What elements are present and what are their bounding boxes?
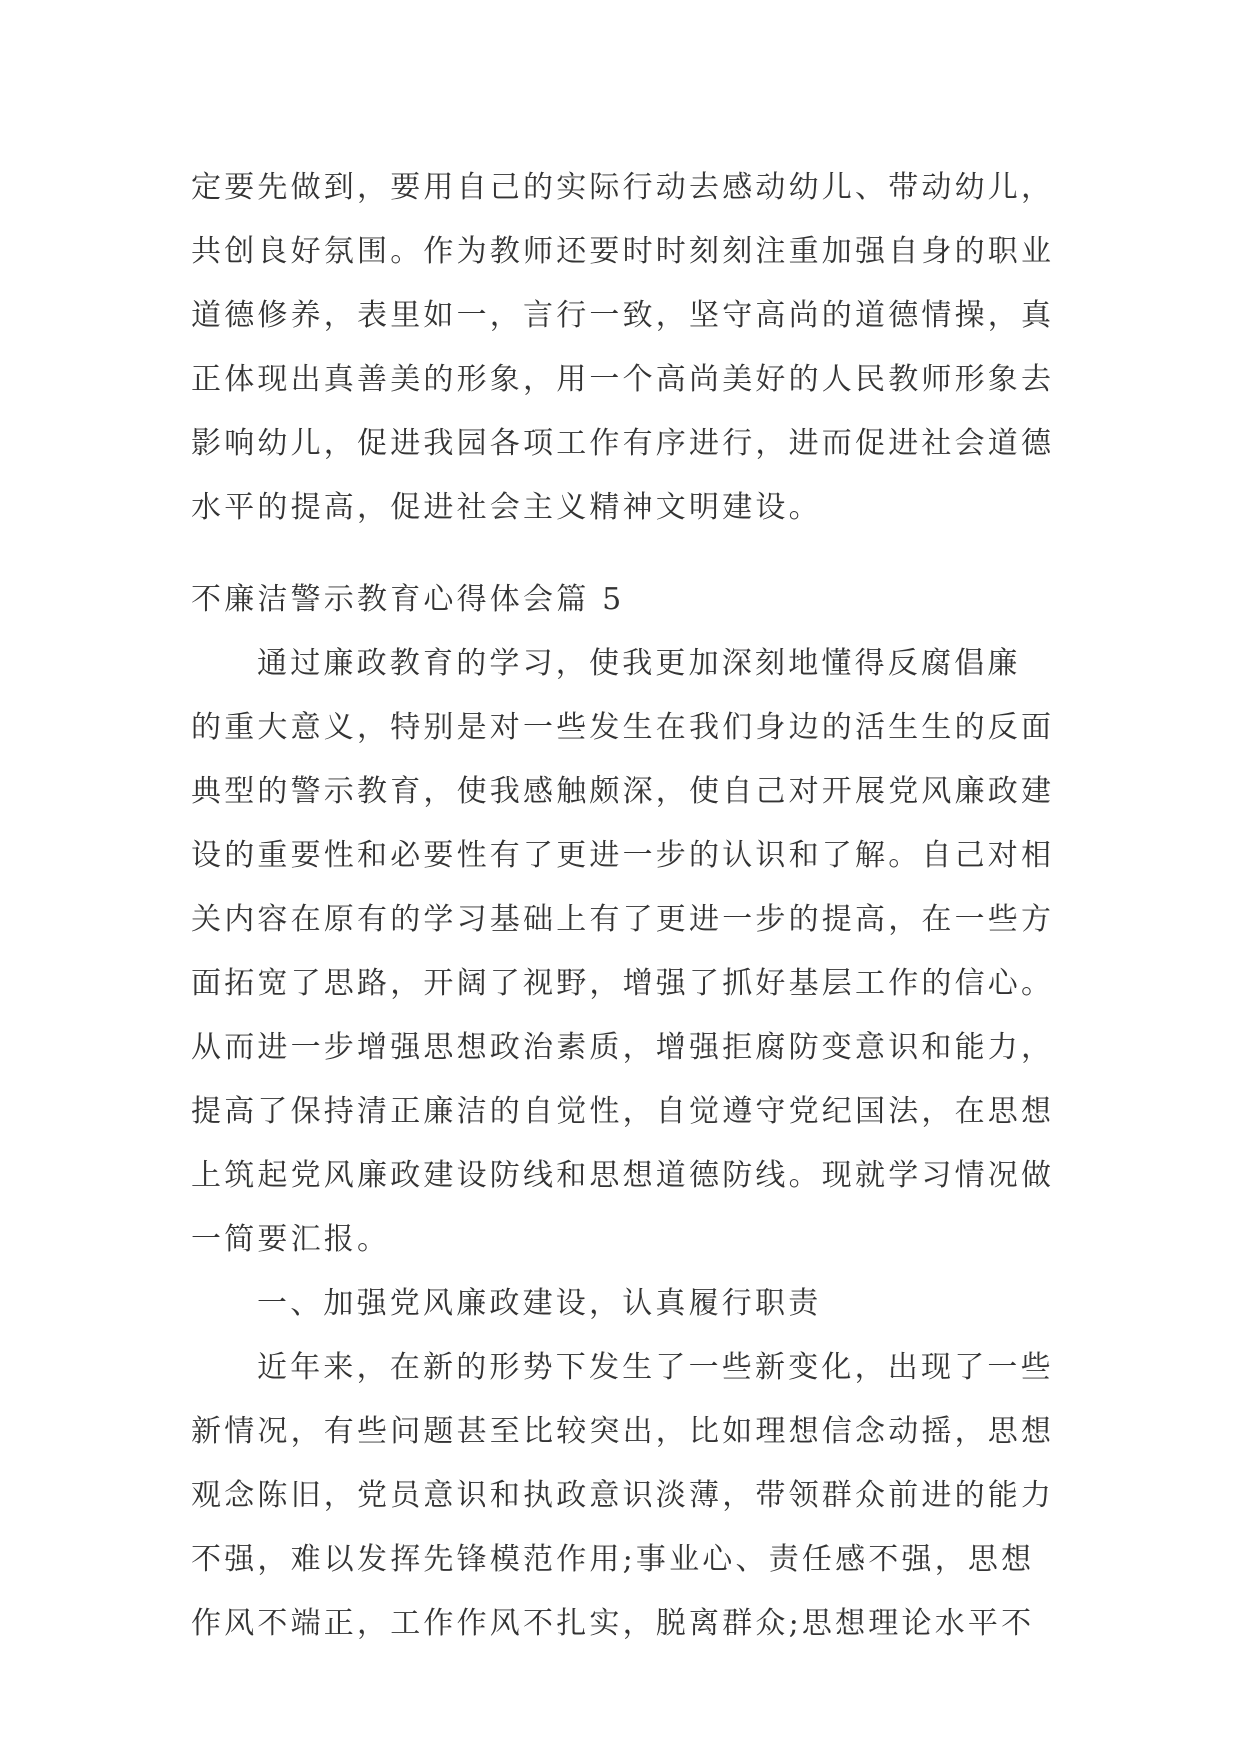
text-line: 的重大意义，特别是对一些发生在我们身边的活生生的反面 — [191, 710, 1055, 745]
text-line: 关内容在原有的学习基础上有了更进一步的提高，在一些方 — [191, 902, 1055, 937]
text-line: 新情况，有些问题甚至比较突出，比如理想信念动摇，思想 — [191, 1414, 1055, 1449]
text-line: 面拓宽了思路，开阔了视野，增强了抓好基层工作的信心。 — [191, 966, 1055, 1001]
text-line: 影响幼儿，促进我园各项工作有序进行，进而促进社会道德 — [191, 426, 1055, 461]
text-line: 道德修养，表里如一，言行一致，坚守高尚的道德情操，真 — [191, 298, 1055, 333]
text-line: 上筑起党风廉政建设防线和思想道德防线。现就学习情况做 — [191, 1158, 1055, 1193]
text-line: 作风不端正，工作作风不扎实，脱离群众;思想理论水平不 — [191, 1606, 1035, 1641]
text-line: 近年来，在新的形势下发生了一些新变化，出现了一些 — [257, 1350, 1054, 1385]
continuation-paragraph — [191, 156, 1055, 540]
text-line: 设的重要性和必要性有了更进一步的认识和了解。自己对相 — [191, 838, 1055, 873]
subheading: 一、加强党风廉政建设，认真履行职责 — [257, 1286, 822, 1321]
section-body — [191, 568, 1055, 1656]
text-line: 一简要汇报。 — [191, 1222, 391, 1257]
section-title: 不廉洁警示教育心得体会篇 5 — [191, 582, 625, 617]
text-line: 从而进一步增强思想政治素质，增强拒腐防变意识和能力， — [191, 1030, 1055, 1065]
text-line: 典型的警示教育，使我感触颇深，使自己对开展党风廉政建 — [191, 774, 1055, 809]
text-line: 通过廉政教育的学习，使我更加深刻地懂得反腐倡廉 — [257, 646, 1021, 681]
text-line: 正体现出真善美的形象，用一个高尚美好的人民教师形象去 — [191, 362, 1055, 397]
text-line: 水平的提高，促进社会主义精神文明建设。 — [191, 490, 822, 525]
text-line: 不强，难以发挥先锋模范作用;事业心、责任感不强，思想 — [191, 1542, 1035, 1577]
text-line: 共创良好氛围。作为教师还要时时刻刻注重加强自身的职业 — [191, 234, 1055, 269]
text-line: 定要先做到，要用自己的实际行动去感动幼儿、带动幼儿， — [191, 170, 1055, 205]
text-line: 提高了保持清正廉洁的自觉性，自觉遵守党纪国法，在思想 — [191, 1094, 1055, 1129]
text-line: 观念陈旧，党员意识和执政意识淡薄，带领群众前进的能力 — [191, 1478, 1055, 1513]
